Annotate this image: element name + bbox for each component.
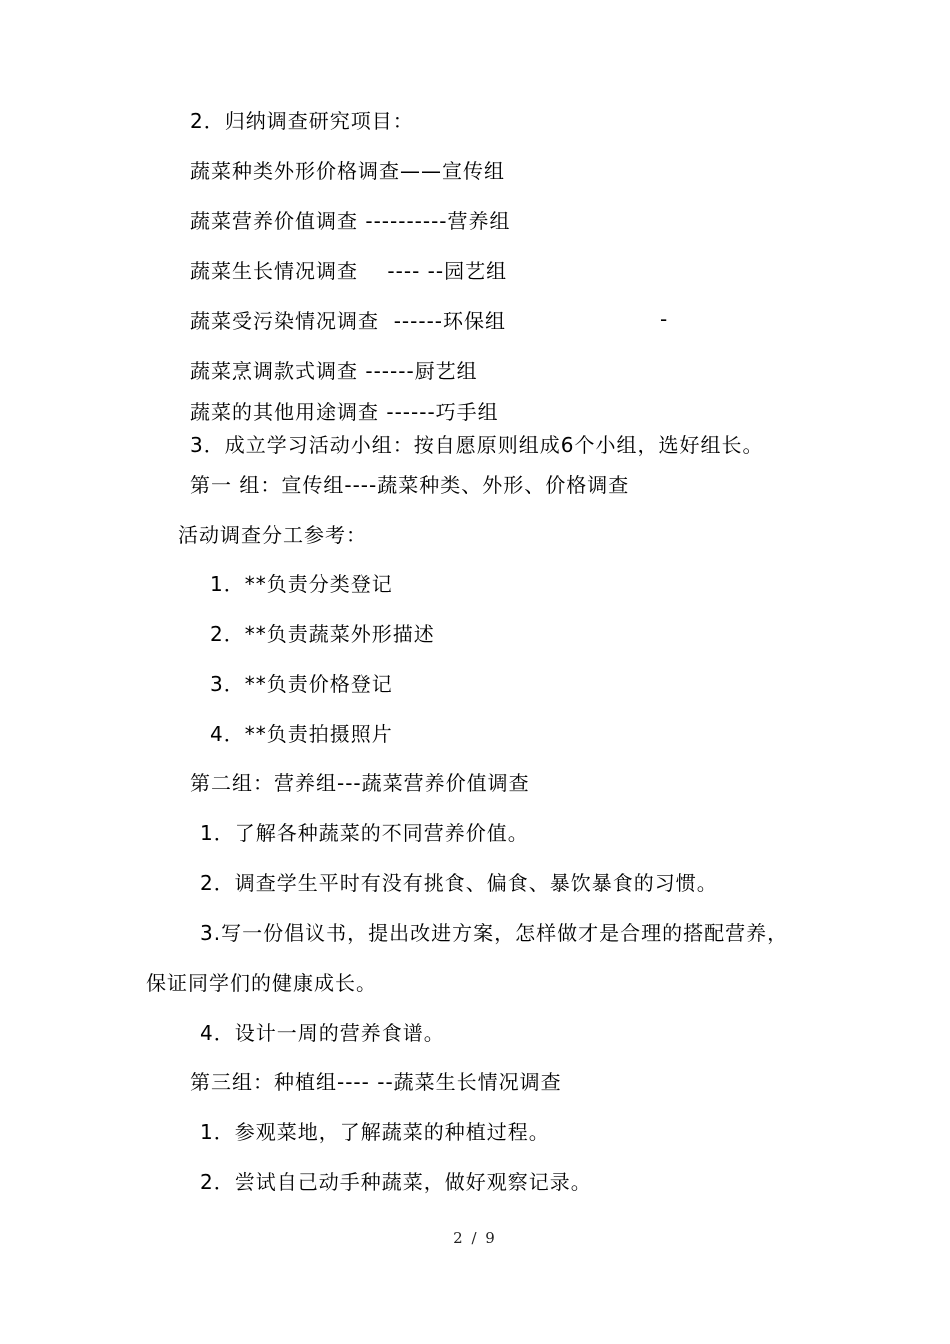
line-9: 第一 组：宣传组----蔬菜种类、外形、价格调查: [190, 473, 630, 497]
line-14: 4．**负责拍摄照片: [210, 722, 393, 746]
line-8: 3．成立学习活动小组：按自愿原则组成6个小组，选好组长。: [190, 433, 764, 457]
line-5: 蔬菜受污染情况调查 ------环保组: [190, 309, 507, 333]
line-7: 蔬菜的其他用途调查 ------巧手组: [190, 400, 499, 424]
line-21: 第三组：种植组---- --蔬菜生长情况调查: [190, 1070, 562, 1094]
stray-dash: -: [660, 307, 669, 331]
line-22: 1．参观菜地，了解蔬菜的种植过程。: [200, 1120, 550, 1144]
line-1: 2．归纳调查研究项目：: [190, 109, 414, 133]
line-16: 1．了解各种蔬菜的不同营养价值。: [200, 821, 529, 845]
line-12: 2．**负责蔬菜外形描述: [210, 622, 435, 646]
line-2: 蔬菜种类外形价格调查——宣传组: [190, 159, 505, 183]
line-3: 蔬菜营养价值调查 ----------营养组: [190, 209, 511, 233]
line-15: 第二组：营养组---蔬菜营养价值调查: [190, 771, 530, 795]
line-10: 活动调查分工参考：: [178, 523, 367, 547]
line-6: 蔬菜烹调款式调查 ------厨艺组: [190, 359, 478, 383]
line-19: 保证同学们的健康成长。: [146, 971, 377, 995]
line-17: 2．调查学生平时有没有挑食、偏食、暴饮暴食的习惯。: [200, 871, 718, 895]
line-13: 3．**负责价格登记: [210, 672, 393, 696]
page-number: 2 / 9: [453, 1229, 497, 1247]
line-23: 2．尝试自己动手种蔬菜，做好观察记录。: [200, 1170, 592, 1194]
line-20: 4．设计一周的营养食谱。: [200, 1021, 445, 1045]
line-18: 3.写一份倡议书，提出改进方案，怎样做才是合理的搭配营养，: [200, 921, 789, 945]
line-4: 蔬菜生长情况调查 ---- --园艺组: [190, 259, 508, 283]
line-11: 1．**负责分类登记: [210, 572, 393, 596]
